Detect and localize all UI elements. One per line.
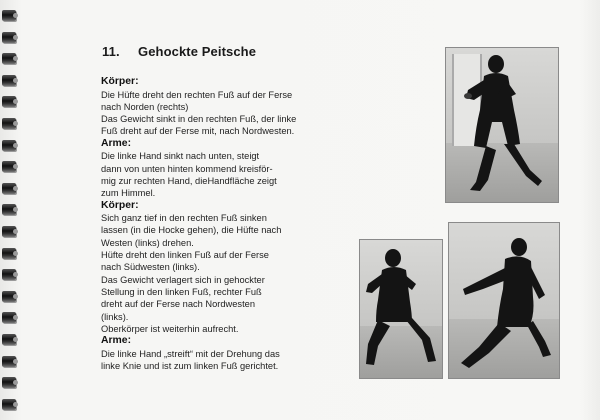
section-title: [102, 44, 256, 59]
paragraph: [101, 76, 311, 138]
text-line: Oberkörper ist weiterhin aufrecht.: [101, 323, 239, 334]
binding-ring: [2, 204, 16, 215]
section-title-text: Gehockte Peitsche: [138, 44, 257, 59]
person-figure: [449, 223, 559, 378]
photo-pose-2: [359, 239, 443, 379]
binding-ring: [2, 161, 16, 172]
binding-ring: [2, 226, 16, 237]
text-line: lassen (in die Hocke gehen), die Hüfte nach: [101, 225, 282, 236]
text-line: Stellung in den linken Fuß, rechter Fuß: [101, 286, 262, 297]
binding-ring: [2, 140, 16, 151]
binding-ring: [2, 356, 16, 367]
binding-ring: [2, 10, 16, 21]
binding-ring: [2, 269, 16, 280]
binding-ring: [2, 53, 16, 64]
binding-ring: [2, 399, 16, 410]
text-line: Das Gewicht verlagert sich in gehockter: [101, 274, 265, 285]
binding-ring: [2, 75, 16, 86]
person-figure: [446, 48, 558, 202]
binding-ring: [2, 291, 16, 302]
paragraph-heading: Arme:: [101, 137, 132, 149]
paragraph-heading: Arme:: [101, 335, 132, 347]
text-line: dreht auf der Ferse nach Nordwesten: [101, 299, 255, 310]
text-line: (links).: [101, 311, 129, 322]
binding-ring: [2, 183, 16, 194]
text-line: Westen (links) drehen.: [101, 237, 194, 248]
binding-ring: [2, 118, 16, 129]
text-line: Sich ganz tief in den rechten Fuß sinken: [101, 213, 267, 224]
text-line: Die linke Hand sinkt nach unten, steigt: [101, 151, 260, 162]
text-line: nach Norden (rechts): [101, 101, 189, 112]
binding-ring: [2, 334, 16, 345]
binding-ring: [2, 96, 16, 107]
paragraph-heading: Körper:: [101, 199, 139, 211]
text-line: Die Hüfte dreht den rechten Fuß auf der Ferse: [101, 89, 293, 100]
text-line: Hüfte dreht den linken Fuß auf der Ferse: [101, 250, 269, 261]
paragraph-heading: Körper:: [101, 76, 139, 87]
photo-pose-1: [445, 47, 559, 203]
text-line: zum Himmel.: [101, 188, 156, 199]
text-line: mig zur rechten Hand, dieHandfläche zeigt: [101, 175, 277, 186]
paragraph: [101, 335, 311, 372]
text-line: linke Knie und ist zum linken Fuß gerichtet.: [101, 361, 279, 372]
text-line: nach Südwesten (links).: [101, 262, 200, 273]
section-number: 11.: [102, 44, 120, 59]
paragraph: [101, 138, 311, 200]
instruction-text: [101, 76, 311, 372]
binding-ring: [2, 248, 16, 259]
paragraph: [101, 200, 311, 336]
text-line: Fuß dreht auf der Ferse mit, nach Nordwesten.: [101, 126, 295, 137]
text-line: Die linke Hand „streift“ mit der Drehung das: [101, 348, 280, 359]
binding-ring: [2, 312, 16, 323]
text-line: dann von unten hinten kommend kreisför-: [101, 163, 273, 174]
binding-ring: [2, 32, 16, 43]
photo-pose-3: [448, 222, 560, 379]
person-figure: [360, 240, 442, 378]
text-line: Das Gewicht sinkt in den rechten Fuß, der linke: [101, 114, 297, 125]
spiral-binding: [0, 0, 22, 420]
binding-ring: [2, 377, 16, 388]
